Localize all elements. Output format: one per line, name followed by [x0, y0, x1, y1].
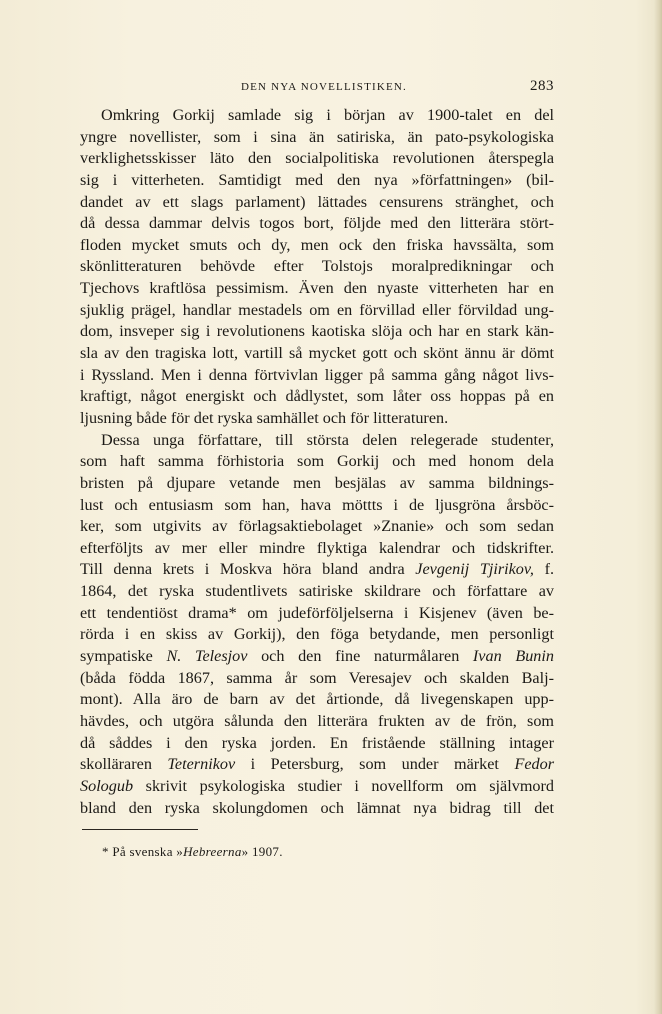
text-line: Dessa unga författare, till största delen relegerade studenter,	[101, 430, 554, 449]
text-line: yngre novellister, som i sina än satiriska, än pato-psykologiska	[80, 127, 554, 146]
text-line: rörda i en skiss av Gorkij), den föga betydande, men personligt	[80, 625, 554, 644]
footnote-suffix: » 1907.	[241, 844, 283, 859]
text-line: hävdes, och utgöra sålunda den litterära frukten av de frön, som	[80, 711, 554, 730]
text-line: skönlitteraturen behövde efter Tolstojs moralpredikningar och	[80, 257, 554, 276]
text-line: sla av den tragiska lott, vartill så mycket gott och skönt ännu är dömt	[80, 344, 554, 363]
body-text	[80, 105, 554, 819]
text-line: ker, som utgivits av förlagsaktiebolaget »Znanie» och som sedan	[80, 517, 554, 536]
text-line: mont). Alla äro de barn av det årtionde, då livegenskapen upp-	[80, 690, 554, 709]
text-line: sympatiske N. Telesjov och den fine naturmålaren Ivan Bunin	[80, 647, 554, 666]
text-line: bland den ryska skolungdomen och lämnat nya bidrag till det	[80, 798, 554, 817]
text-line: Sologub skrivit psykologiska studier i novellform om självmord	[80, 776, 554, 795]
footnote	[102, 844, 283, 860]
text-line: ett tendentiöst drama* om judeförföljelserna i Kisjenev (även be-	[80, 603, 554, 622]
text-line: efterföljts av mer eller mindre flyktiga kalendrar och tidskrifter.	[80, 538, 554, 557]
text-line: då såddes i den ryska jorden. En fristående ställning intager	[80, 733, 554, 752]
text-line: verklighetsskisser läto den socialpolitiska revolutionen återspegla	[80, 149, 554, 168]
text-line: Omkring Gorkij samlade sig i början av 1900-talet en del	[101, 106, 554, 124]
text-line: dom, insveper sig i revolutionens kaotiska slöja och har en stark kän-	[80, 322, 554, 341]
text-line: kraftigt, något energiskt och dådlystet, som låter oss hoppas på en	[80, 387, 554, 406]
text-line: lust och entusiasm som han, hava möttts i de ljusgröna årsböc-	[80, 495, 554, 514]
text-line: floden mycket smuts och dy, men ock den friska havssälta, som	[80, 235, 554, 254]
text-line: Till denna krets i Moskva höra bland andra Jevgenij Tjirikov, f.	[80, 560, 555, 579]
footnote-prefix: * På svenska »	[102, 844, 184, 859]
running-title: DEN NYA NOVELLISTIKEN.	[240, 81, 408, 93]
page-edge	[654, 0, 662, 1014]
text-line: dandet av ett slags parlament) lättades censurens stränghet, och	[80, 192, 554, 211]
running-head	[80, 78, 554, 98]
text-line: som haft samma förhistoria som Gorkij och med honom dela	[80, 452, 554, 471]
footnote-title: Hebreerna	[183, 844, 242, 859]
text-line: 1864, det ryska studentlivets satiriske skildrare och författare av	[80, 582, 554, 601]
text-line: bristen på djupare vetande men besjälas av samma bildnings-	[80, 473, 554, 492]
text-line: i Ryssland. Men i denna förtvivlan ligger på samma gång något livs-	[80, 365, 554, 384]
text-line: ljusning både för det ryska samhället och för litteraturen.	[80, 408, 449, 427]
text-line: Tjechovs kraftlösa pessimism. Även den nyaste vitterheten har en	[80, 279, 554, 298]
page-number: 283	[530, 78, 554, 94]
footnote-divider	[82, 829, 198, 830]
text-line: sjuklig prägel, handlar mestadels om en förvillad eller förvildad ung-	[80, 300, 554, 319]
text-line: då dessa dammar delvis togos bort, följde med den litterära stört-	[80, 214, 554, 233]
text-line: skolläraren Teternikov i Petersburg, som under märket Fedor	[80, 755, 554, 774]
text-line: (båda födda 1867, samma år som Veresajev och skalden Balj-	[80, 668, 554, 687]
text-line: sig i vitterheten. Samtidigt med den nya »författningen» (bil-	[80, 170, 554, 189]
